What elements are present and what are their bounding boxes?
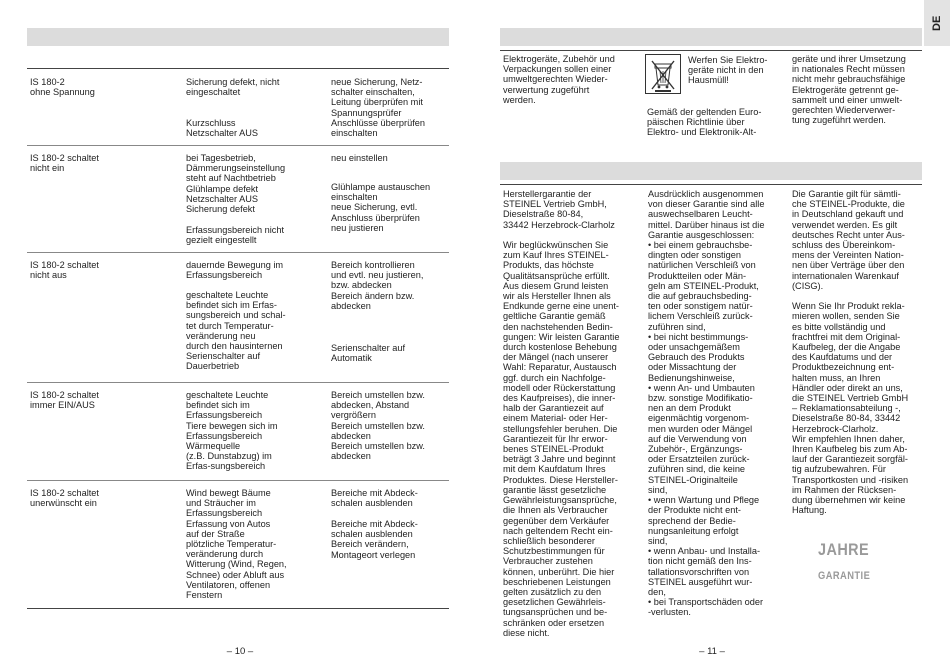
row5-remedy-a: Bereiche mit Abdeck- schalen ausblenden <box>331 488 418 509</box>
disposal-col1: Elektrogeräte, Zubehör und Verpackungen sollen einer umweltgerechten Wieder- verwertung zugeführt werden. <box>503 54 615 105</box>
row1-cause-b: Kurzschluss Netzschalter AUS <box>186 118 258 139</box>
row-divider <box>27 145 449 146</box>
warranty-col1: Herstellergarantie der STEINEL Vertrieb GmbH, Dieselstraße 80-84, 33442 Herzebrock-Clarholz Wir beglückwünschen Sie zum Kauf Ihres STEINEL- Produkts, das höchste Qualitätsansprüche erfüllt. Aus diesem Grund leisten wir als Hersteller Ihnen als Endkunde gerne eine unent- geltliche Garantie gemäß den nachstehenden Bedin- gungen: Wir leisten Garantie durch kostenlose Behebung der Mängel (nach unserer Wahl: Reparatur, Austausch ggf. durch ein Nachfolge- modell oder Rückerstattung des Kaufpreises), die inner- halb der Garantiezeit auf einem Material- oder Her- stellungsfehler beruhen. Die Garantiezeit für Ihr erwor- benes STEINEL-Produkt beträgt 3 Jahre und beginnt mit dem Kaufdatum Ihres Produktes. Diese Hersteller- garantie lässt gesetzliche Gewährleistungsansprüche, die Ihnen als Verbraucher gegenüber dem Verkäufer nach geltendem Recht ein- schließlich besonderer Schutzbestimmungen für Verbraucher zustehen können, unberührt. Die hier beschriebenen Leistungen gelten zusätzlich zu den gesetzlichen Gewährleis- tungsansprüchen und be- schränken oder ersetzen diese nicht. <box>503 189 620 638</box>
table-bottom-rule <box>27 608 449 609</box>
row-divider <box>27 382 449 383</box>
warranty-col3: Die Garantie gilt für sämtli- che STEINEL-Produkte, die in Deutschland gekauft und verwendet werden. Es gilt deutsches Recht unter Aus- schluss des Übereinkom- mens der Vereinten Nation- nen über Verträge über den internationalen Warenkauf (CISG). Wenn Sie Ihr Produkt rekla- mieren wollen, senden Sie es bitte vollständig und frachtfrei mit dem Original- Kaufbeleg, der die Angabe des Kaufdatums und der Produktbezeichnung ent- halten muss, an Ihren Händler oder direkt an uns, die STEINEL Vertrieb GmbH – Reklamationsabteilung -, Dieselstraße 80-84, 33442 Herzebrock-Clarholz. Wir empfehlen Ihnen daher, Ihren Kaufbeleg bis zum Ab- lauf der Garantiezeit sorgfäl- tig aufzubewahren. Für Transportkosten und -risiken im Rahmen der Rücksen- dung übernehmen wir keine Haftung. <box>792 189 909 516</box>
row3-cause-a: dauernde Bewegung im Erfassungsbereich <box>186 260 284 281</box>
crossed-out-bin-icon <box>645 54 681 94</box>
disposal-header-bar <box>500 28 922 46</box>
warranty-rule <box>500 184 922 185</box>
row5-cause: Wind bewegt Bäume und Sträucher im Erfassungsbereich Erfassung von Autos auf der Straße plötzliche Temperatur- veränderung durch Witterung (Wind, Regen, Schnee) oder Abluft aus Ventilatoren, offenen Fenstern <box>186 488 287 601</box>
warranty-header-bar <box>500 162 922 180</box>
left-page-number: – 10 – <box>226 646 254 657</box>
row2-remedy-a: neu einstellen <box>331 153 388 163</box>
language-tab-label: DE <box>931 15 943 31</box>
row2-cause-b: Erfassungsbereich nicht gezielt eingestellt <box>186 225 285 246</box>
warranty-col2: Ausdrücklich ausgenommen von dieser Garantie sind alle auswechselbaren Leucht- mittel. Darüber hinaus ist die Garantie ausgeschlossen: • bei einem gebrauchsbe- dingten oder sonstigen natürlichen Verschleiß von Produktteilen oder Män- geln am STEINEL-Produkt, die auf gebrauchsbeding- ten oder sonstigem natür- lichem Verschleiß zurück- zuführen sind, • bei nicht bestimmungs- oder unsachgemäßem Gebrauch des Produkts oder Missachtung der Bedienungshinweise, • wenn An- und Umbauten bzw. sonstige Modifikatio- nen an dem Produkt eigenmächtig vorgenom- men wurden oder Mängel auf die Verwendung von Zubehör-, Ergänzungs- oder Ersatzteilen zurück- zuführen sind, die keine STEINEL-Originalteile sind, • wenn Wartung und Pflege der Produkte nicht ent- sprechend der Bedie- nungsanleitung erfolgt sind, • wenn Anbau- und Installa- tion nicht gemäß den Ins- tallationsvorschriften von STEINEL ausgeführt wur- den, • bei Transportschäden oder -verlusten. <box>648 189 765 618</box>
row3-remedy-a: Bereich kontrollieren und evtl. neu justieren, bzw. abdecken Bereich ändern bzw. abdecken <box>331 260 424 311</box>
right-page-number: – 11 – <box>699 646 725 657</box>
row-divider <box>27 480 449 481</box>
warranty-logo-garantie: GARANTIE <box>818 570 871 582</box>
disposal-col2: Gemäß der geltenden Euro- päischen Richtlinie über Elektro- und Elektronik-Alt- <box>647 107 762 138</box>
row4-device: IS 180-2 schaltet immer EIN/AUS <box>30 390 99 411</box>
left-header-bar <box>27 28 449 46</box>
row2-cause-a: bei Tagesbetrieb, Dämmerungseinstellung steht auf Nachtbetrieb Glühlampe defekt Netzschalter AUS Sicherung defekt <box>186 153 286 215</box>
row3-device: IS 180-2 schaltet nicht aus <box>30 260 99 281</box>
row3-cause-b: geschaltete Leuchte befindet sich im Erfas- sungsbereich und schal- tet durch Temperatur- veränderung neu durch den hausinternen Serienschalter auf Dauerbetrieb <box>186 290 286 372</box>
row4-cause: geschaltete Leuchte befindet sich im Erfassungsbereich Tiere bewegen sich im Erfassungsbereich Wärmequelle (z.B. Dunstabzug) im Erfas-sungsbereich <box>186 390 278 472</box>
table-top-rule <box>27 68 449 69</box>
row3-remedy-b: Serienschalter auf Automatik <box>331 343 406 364</box>
row1-remedy: neue Sicherung, Netz- schalter einschalten, Leitung überprüfen mit Spannungsprüfer Anschlüsse überprüfen einschalten <box>331 77 425 139</box>
row1-device: IS 180-2 ohne Spannung <box>30 77 95 98</box>
disposal-rule <box>500 50 922 51</box>
disposal-icon-text: Werfen Sie Elektro- geräte nicht in den Hausmüll! <box>688 55 768 86</box>
row4-remedy: Bereich umstellen bzw. abdecken, Abstand vergrößern Bereich umstellen bzw. abdecken Bereich umstellen bzw. abdecken <box>331 390 425 462</box>
warranty-logo-jahre: JAHRE <box>818 540 870 559</box>
disposal-col3: geräte und ihrer Umsetzung in nationales Recht müssen nicht mehr gebrauchsfähige Elektrogeräte getrennt ge- sammelt und einer umwelt- gerechten Wiederverwer- tung zugeführt werden. <box>792 54 906 126</box>
row-divider <box>27 252 449 253</box>
row2-device: IS 180-2 schaltet nicht ein <box>30 153 99 174</box>
language-tab <box>924 0 950 46</box>
row5-device: IS 180-2 schaltet unerwünscht ein <box>30 488 99 509</box>
row1-cause-a: Sicherung defekt, nicht eingeschaltet <box>186 77 280 98</box>
row2-remedy-b: Glühlampe austauschen einschalten neue Sicherung, evtl. Anschluss überprüfen neu justieren <box>331 182 431 233</box>
row5-remedy-b: Bereiche mit Abdeck- schalen ausblenden Bereich verändern, Montageort verlegen <box>331 519 418 560</box>
